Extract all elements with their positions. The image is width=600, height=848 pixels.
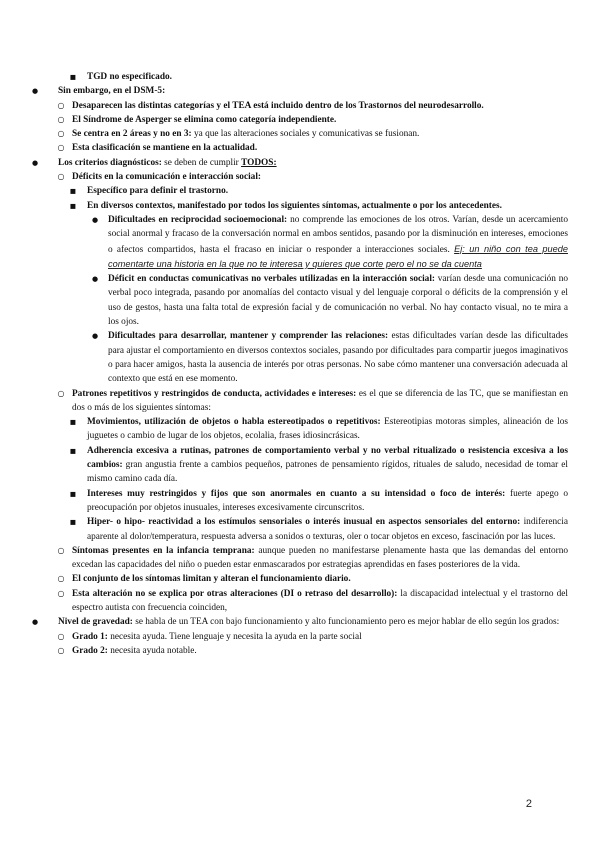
square-bullet-icon: ■ [69, 187, 77, 196]
disc-bullet-icon: ● [91, 275, 99, 284]
circle-bullet-icon: ○ [57, 631, 65, 641]
circle-bullet-icon: ○ [57, 143, 65, 153]
disc-bullet-icon: ● [31, 158, 39, 167]
list-item-deficit: ○ Déficits en la comunicación e interacción social: [30, 170, 568, 184]
list-item-grade-1: ○ Grado 1: necesita ayuda. Tiene lenguaje y necesita la ayuda en la parte social [30, 630, 568, 644]
list-item-other: ○ Esta alteración no se explica por otras alteraciones (DI o retraso del desarrollo): la discapacidad intelectual y el trastorno del espectro autista con frecuencia coinciden, [57, 588, 568, 613]
example-text: Ej: un niño con tea puede comentarte una historia en la que no te interesa y quieres que corte pero el no se da cuenta [108, 243, 568, 269]
list-item-symptom-1: ● Dificultades en reciprocidad socioemocional: no comprende las emociones de los otros. Varían, desde un acercamiento social anormal y fracaso de la conversación normal en ambos sentidos, pasando por la disminución en intereses, emociones o afectos compartidos, hasta el fracaso en iniciar o responder a interacciones sociales. Ej: un niño con tea puede comentarte una historia en la que no te interesa y quieres que corte pero el no se da cuenta [91, 214, 568, 269]
circle-bullet-icon: ○ [57, 172, 65, 182]
circle-bullet-icon: ○ [57, 129, 65, 139]
list-item-pattern-3: ■ Intereses muy restringidos y fijos que son anormales en cuanto a su intensidad o foco de interés: fuerte apego o preocupación por objetos inusuales, intereses excesivamente circunscritos. [69, 488, 568, 513]
list-item-severity: ● Nivel de gravedad: se habla de un TEA con bajo funcionamiento y alto funcionamiento pero es mejor hablar de ello según los grados: [30, 615, 568, 629]
circle-bullet-icon: ○ [57, 574, 65, 584]
dsm5-heading: Sin embargo, en el DSM-5: [58, 86, 166, 97]
list-item-limit: ○ El conjunto de los síntomas limitan y alteran el funcionamiento diario. [30, 572, 568, 586]
list-item-pattern-4: ■ Hiper- o hipo- reactividad a los estímulos sensoriales o interés inusual en aspectos sensoriales del entorno: indiferencia aparente al dolor/temperatura, respuesta adversa a sonidos o texturas, oler o tocar objetos en exceso, fascinación por las luces. [69, 517, 568, 542]
list-item-dsm5-current: ○ Esta clasificación se mantiene en la actualidad. [30, 141, 568, 155]
list-item-pattern-1: ■ Movimientos, utilización de objetos o habla estereotipados o repetitivos: Estereotipias motoras simples, alineación de los juguetes o cambio de lugar de los objetos, ecolalia, frases idiosincrásicas. [69, 417, 568, 442]
square-bullet-icon: ■ [69, 418, 77, 427]
list-item-early: ○ Síntomas presentes en la infancia temprana: aunque pueden no manifestarse plenamente hasta que las demandas del entorno excedan las capacidades del niño o pueden estar enmascarados por estrategias aprendidas en fases posteriores de la vida. [57, 545, 568, 571]
document-body [30, 70, 568, 658]
disc-bullet-icon: ● [91, 215, 99, 224]
list-item-dsm5 [30, 84, 568, 98]
tgd-text: TGD no especificado. [87, 72, 172, 82]
circle-bullet-icon: ○ [57, 588, 65, 598]
circle-bullet-icon: ○ [57, 645, 65, 655]
disc-bullet-icon: ● [91, 332, 99, 341]
square-bullet-icon: ■ [69, 518, 77, 527]
list-item-contexts: ■ En diversos contextos, manifestado por todos los siguientes síntomas, actualmente o por los antecedentes. [30, 199, 568, 213]
list-item-dsm5-2: ○ El Síndrome de Asperger se elimina como categoría independiente. [30, 113, 568, 127]
page-number: 2 [525, 798, 532, 810]
square-bullet-icon: ■ [69, 201, 77, 210]
circle-bullet-icon: ○ [57, 388, 65, 398]
circle-bullet-icon: ○ [57, 100, 65, 110]
list-item-criteria: ● Los criterios diagnósticos: se deben de cumplir TODOS: [30, 156, 568, 170]
disc-bullet-icon: ● [31, 87, 39, 96]
disc-bullet-icon: ● [31, 618, 39, 627]
square-bullet-icon: ■ [69, 489, 77, 498]
list-item-symptom-2: ● Déficit en conductas comunicativas no verbales utilizadas en la interacción social: varían desde una comunicación no verbal poco integrada, pasando por anomalías del contacto visual y del lenguaje corporal o déficits de la comprensión y el uso de gestos, hasta una falta total de expresión facial y de comunicación no verbal. No hay contacto visual, no te mira a los ojos. [91, 274, 568, 328]
list-item-patterns: ○ Patrones repetitivos y restringidos de conducta, actividades e intereses: es el que se diferencia de las TC, que se manifiestan en dos o más de los siguientes síntomas: [57, 388, 569, 413]
list-item-grade-2: ○ Grado 2: necesita ayuda notable. [30, 644, 568, 658]
square-bullet-icon: ■ [69, 73, 77, 81]
circle-bullet-icon: ○ [57, 545, 65, 555]
list-item-dsm5-1: ○ Desaparecen las distintas categorías y el TEA está incluido dentro de los Trastornos del neurodesarrollo. [30, 99, 568, 113]
list-item-pattern-2: ■ Adherencia excesiva a rutinas, patrones de comportamiento verbal y no verbal ritualizado o resistencia excesiva a los cambios: gran angustia frente a cambios pequeños, patrones de pensamiento rígidos, rituales de saludo, necesidad de tomar el mismo camino cada día. [69, 445, 568, 485]
square-bullet-icon: ■ [69, 446, 77, 455]
list-item-tgd [30, 70, 568, 84]
circle-bullet-icon: ○ [57, 114, 65, 124]
list-item-specific: ■ Específico para definir el trastorno. [30, 184, 568, 198]
list-item-symptom-3: ● Dificultades para desarrollar, mantener y comprender las relaciones: estas dificultades varían desde las dificultades para ajustar el comportamiento en diversos contextos sociales, pasando por dificultades para compartir juegos imaginativos o para hacer amigos, hasta la ausencia de interés por otras personas. No sabe cómo mantener una conversación adecuada al contexto que está en ese momento. [91, 331, 569, 385]
list-item-dsm5-areas: ○ Se centra en 2 áreas y no en 3: ya que las alteraciones sociales y comunicativas se fusionan. [30, 127, 568, 141]
